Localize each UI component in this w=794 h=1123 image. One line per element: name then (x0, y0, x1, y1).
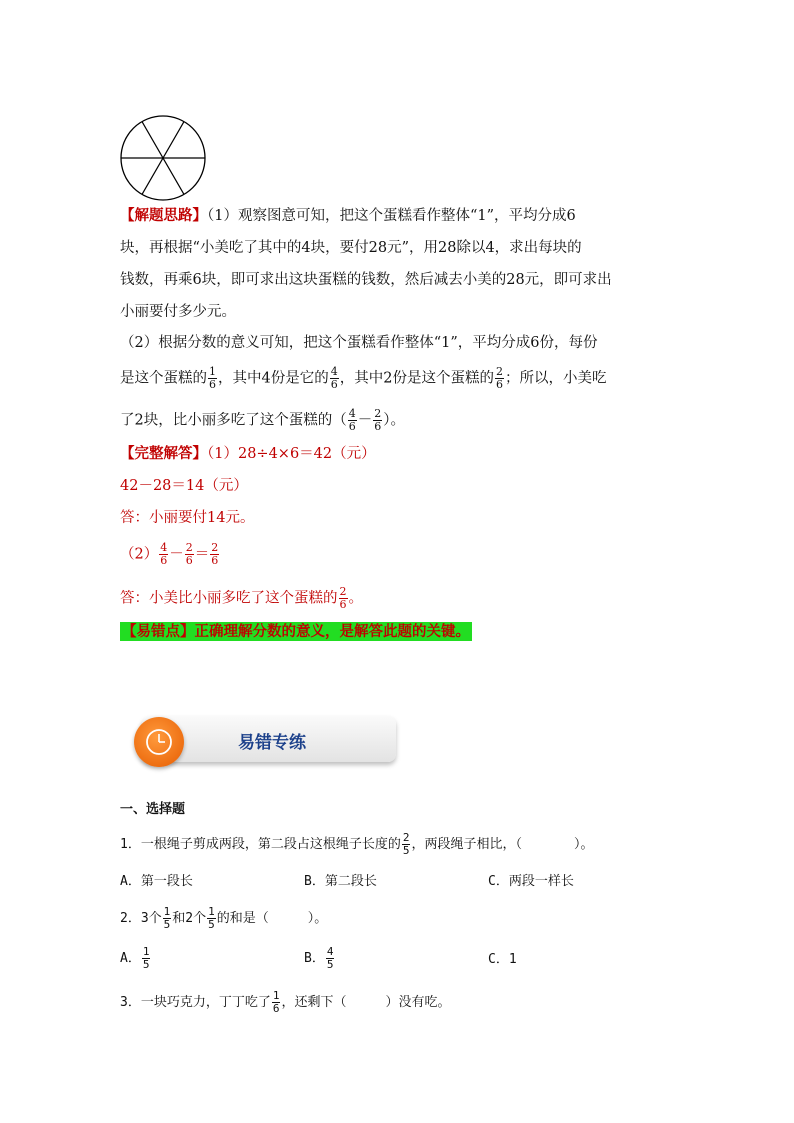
analysis-line-5: （2）根据分数的意义可知，把这个蛋糕看作整体“1”，平均分成6份，每份 (120, 335, 598, 351)
question-1: 1．一根绳子剪成两段，第二段占这根绳子长度的 $\frac{2}{5}$ ，两段绳子相比，（ ）。 (120, 831, 594, 857)
fraction-2-6: $\frac{2}{6}$ (495, 365, 503, 391)
answer-line-4: （2） $\frac{4}{6}$ － $\frac{2}{6}$ ＝ $\frac{2}{6}$ (120, 541, 219, 567)
analysis-line-1: 【解题思路】（1）观察图意可知，把这个蛋糕看作整体“1”，平均分成6 (120, 207, 576, 224)
cake-circle-diagram (119, 114, 207, 202)
section-banner (120, 714, 398, 768)
banner-title: 易错专练 (238, 733, 306, 753)
question-3: 3．一块巧克力，丁丁吃了 $\frac{1}{6}$ ，还剩下（ ）没有吃。 (120, 989, 451, 1015)
analysis-line-2: 块，再根据“小美吃了其中的4块，要付28元”，用28除以4，求出每块的 (120, 240, 582, 256)
q1-option-c[interactable]: C．两段一样长 (488, 874, 574, 889)
analysis-line-7: 了2块，比小丽多吃了这个蛋糕的（ $\frac{4}{6}$ － $\frac{2}{6}$ ）。 (120, 407, 405, 433)
q1-option-b[interactable]: B．第二段长 (304, 874, 377, 889)
answer-line-5: 答：小美比小丽多吃了这个蛋糕的 $\frac{2}{6}$ 。 (120, 585, 363, 611)
analysis-line-4: 小丽要付多少元。 (120, 304, 236, 320)
q2-option-a[interactable]: A． $\frac{1}{5}$ (120, 945, 150, 971)
q2-option-b[interactable]: B． $\frac{4}{5}$ (304, 945, 334, 971)
clock-icon (134, 717, 184, 767)
question-2: 2．3个 $\frac{1}{5}$ 和2个 $\frac{1}{5}$ 的和是（ ）。 (120, 905, 328, 931)
answer-line-3: 答：小丽要付14元。 (120, 510, 255, 526)
section-title: 一、选择题 (120, 802, 186, 817)
answer-line-2: 42－28＝14（元） (120, 478, 248, 494)
analysis-line-6: 是这个蛋糕的 $\frac{1}{6}$ ，其中4份是它的 $\frac{4}{6}$ ，其中2份是这个蛋糕的 $\frac{2}{6}$ ；所以，小美吃 (120, 365, 607, 391)
q2-option-c[interactable]: C．1 (488, 952, 517, 967)
fraction-4-6: $\frac{4}{6}$ (330, 365, 338, 391)
error-point: 【易错点】正确理解分数的意义，是解答此题的关键。 (122, 623, 470, 640)
analysis-line-3: 钱数，再乘6块，即可求出这块蛋糕的钱数，然后减去小美的28元，即可求出 (120, 272, 612, 288)
analysis-label: 【解题思路】 (120, 207, 207, 224)
q1-option-a[interactable]: A．第一段长 (120, 874, 193, 889)
fraction-1-6: $\frac{1}{6}$ (209, 365, 216, 391)
answer-line-1: 【完整解答】（1）28÷4×6＝42（元） (120, 445, 376, 462)
answer-label: 【完整解答】 (120, 445, 207, 462)
